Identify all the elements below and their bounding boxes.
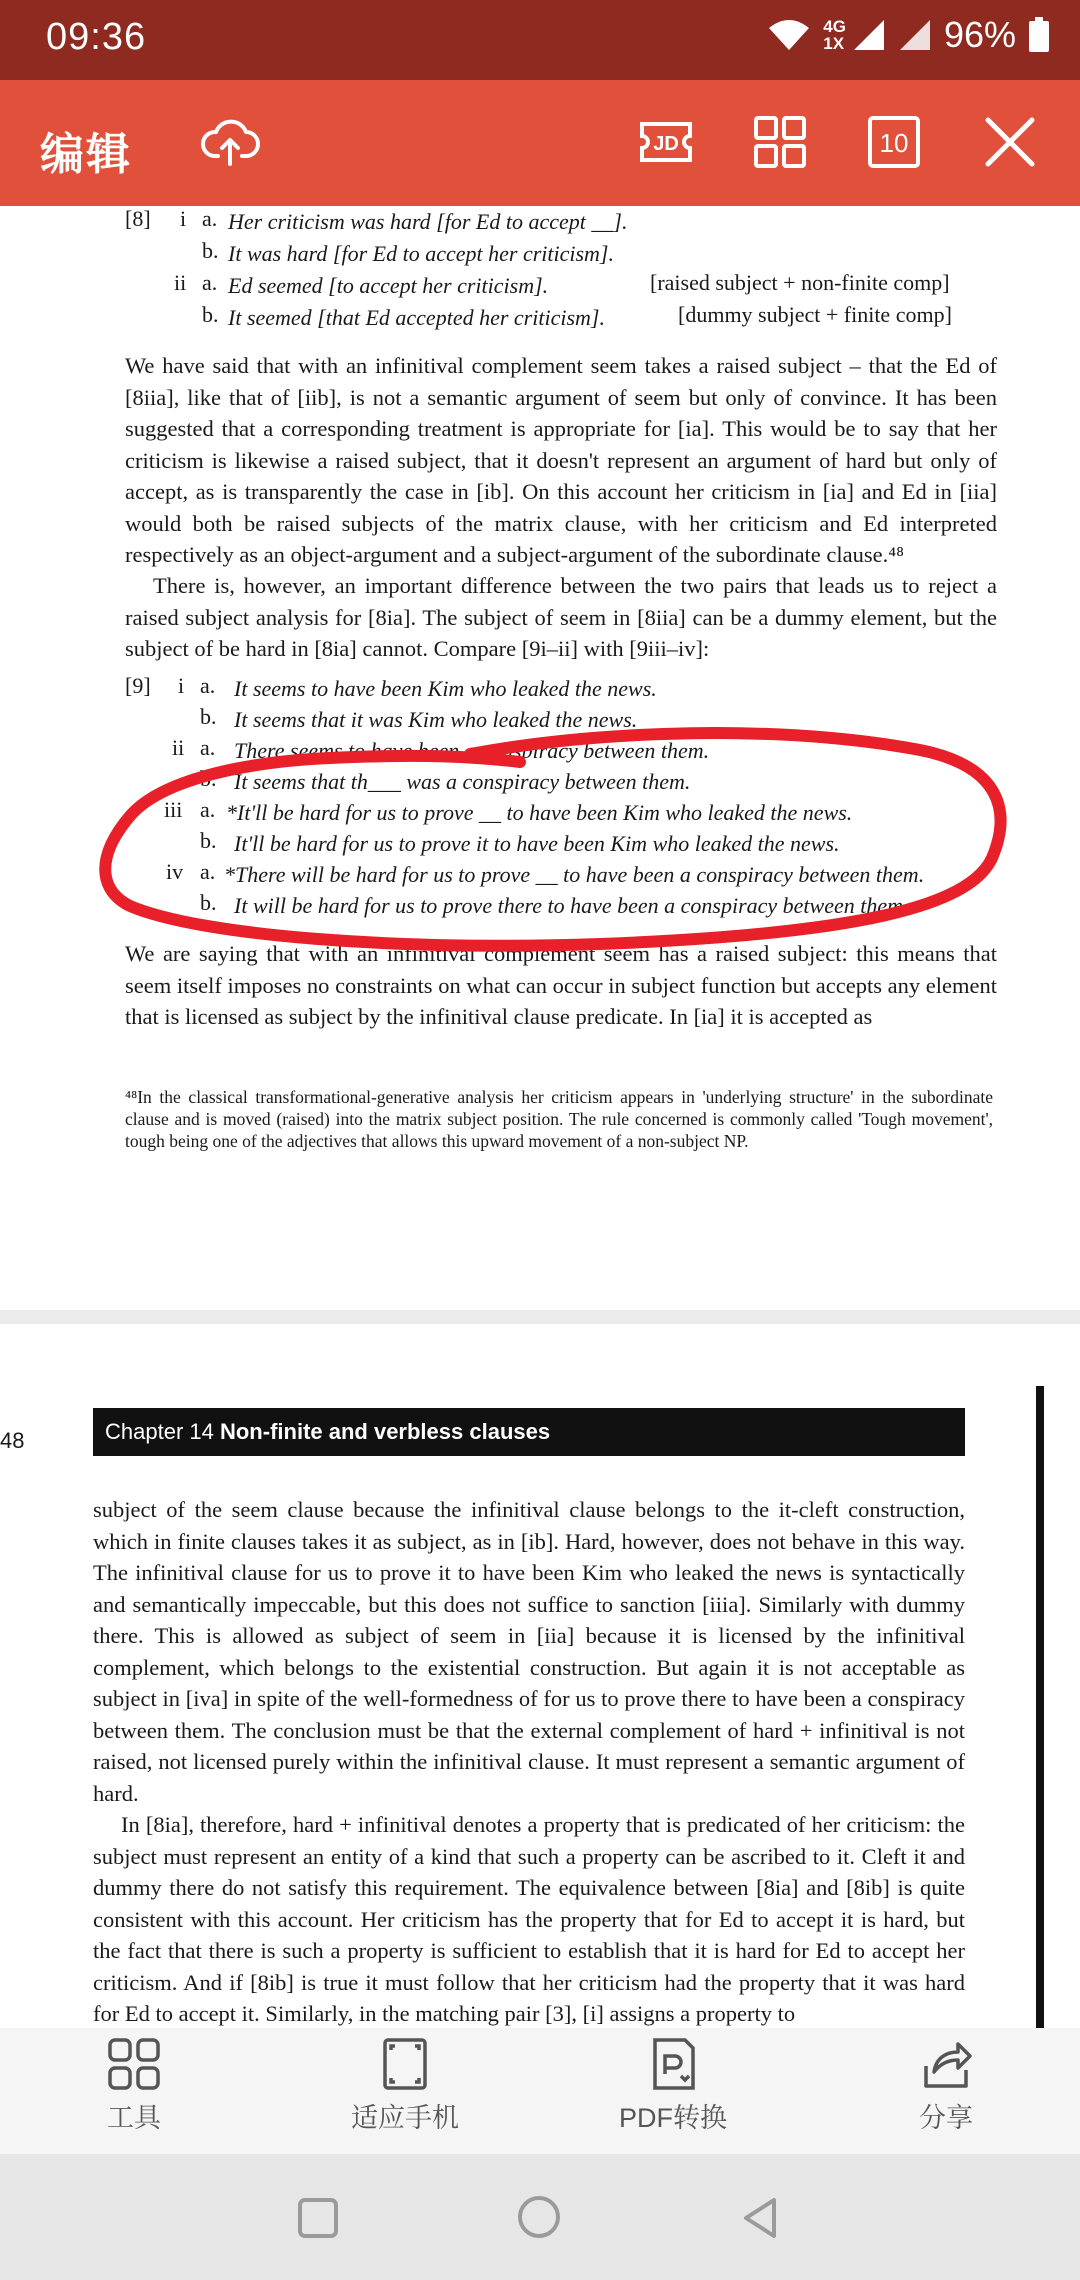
example-tag: [raised subject + non-finite comp] [650, 270, 950, 295]
example-9iiib: It'll be hard for us to prove it to have been Kim who leaked the news. [234, 831, 840, 856]
top-toolbar [0, 80, 1080, 206]
recent-apps-icon[interactable] [296, 2196, 340, 2240]
example-8iib: It seemed [that Ed accepted her criticism]. [228, 305, 605, 330]
paragraph: There is, however, an important difference between the two pairs that leads us to reject a raised subject analysis for [8ia]. The subject of seem in [8iia] can be a dummy element, but the subject of be hard in [8ia] cannot. Compare [9i–ii] with [9iii–iv]: [125, 573, 997, 661]
status-time: 09:36 [46, 16, 147, 58]
jd-icon[interactable] [636, 110, 696, 174]
example-letter: b. [202, 238, 219, 263]
page-edge-rule [1036, 1386, 1044, 2028]
fit-phone-button[interactable] [315, 2036, 495, 2135]
example-letter: a. [200, 859, 216, 884]
pdf-page [0, 206, 1080, 1310]
paragraph: We have said that with an infinitival complement seem takes a raised subject – that the Ed of [8iia], like that of [iib], is not a semantic argument of seem but only of convince. It has been suggested that a corresponding treatment is appropriate for [ia]. This would be to say that her criticism is likewise a raised subject, that it doesn't represent an argument of hard but only of accept, as is transparently the case in [ib]. On this account her criticism in [ia] and Ed in [iia] would both be raised subjects of the matrix clause, with her criticism and Ed interpreted respectively as an object-argument and a subject-argument of the subordinate clause.⁴⁸ [125, 353, 997, 567]
cloud-upload-icon[interactable] [198, 110, 262, 174]
example-letter: a. [202, 206, 218, 231]
grid-view-icon[interactable] [748, 110, 812, 174]
example-letter: b. [200, 766, 217, 791]
signal-icon [852, 18, 886, 52]
example-9iia: There seems to have been a conspiracy between them. [234, 738, 710, 763]
pdf-convert-icon [645, 2036, 701, 2092]
example-sub: iii [164, 797, 183, 822]
paragraph: In [8ia], therefore, hard + infinitival denotes a property that is predicated of her criticism: the subject must represent an entity of a kind that such a property can be ascribed to it. Cleft it and dummy there do not satisfy this requirement. The equivalence between [8ia] and [8ib] is quite consistent with this account. Her criticism has the property that for Ed to accept it is hard, but the fact that there is such a property is sufficient to establish that it is hard for Ed to accept her criticism. And if [8ib] is true it must follow that her criticism had the property that it was hard for Ed to accept it. Similarly, in the matching pair [3], [i] assigns a property to [93, 1812, 965, 2026]
example-9ib: It seems that it was Kim who leaked the news. [234, 707, 638, 732]
example-9iib: It seems that th___ was a conspiracy between them. [234, 769, 691, 794]
example-letter: a. [200, 673, 216, 698]
example-letter: a. [200, 797, 216, 822]
example-9iiia: *It'll be hard for us to prove __ to have been Kim who leaked the news. [226, 800, 853, 825]
system-nav-bar [0, 2154, 1080, 2280]
paragraph: subject of the seem clause because the infinitival clause belongs to the it-cleft construction, which in finite clauses takes it as subject, as in [ib]. Hard, however, does not behave in this way. The infinitival clause for us to prove it to have been Kim who leaked the news is syntactically and semantically impeccable, but this does not suffice to sanction [iiia]. Similarly with dummy there. This is allowed as subject of seem in [iia] because it is licensed by the infinitival complement, which belongs to the existential construction. But again it is not acceptable as subject in [iva] in spite of the well-formedness of for us to prove there to have been a conspiracy between them. The conclusion must be that the external complement of hard + infinitival is not raised, not licensed purely within the infinitival clause. It must represent a semantic argument of hard. [93, 1497, 965, 1806]
pdf-convert-button[interactable] [583, 2036, 763, 2135]
example-letter: b. [202, 302, 219, 327]
chapter-title: Non-finite and verbless clauses [219, 1419, 551, 1444]
example-letter: b. [200, 704, 217, 729]
example-8ia: Her criticism was hard [for Ed to accept __]. [228, 209, 628, 234]
example-9ivb: It will be hard for us to prove there to have been a conspiracy between them. [234, 893, 909, 918]
footnote: ⁴⁸In the classical transformational-generative analysis her criticism appears in 'underlying structure' in the subordinate clause and is moved (raised) into the matrix subject position. The rule concerned is commonly called 'Tough movement', tough being one of the adjectives that allows this upward movement of a non-subject NP. [125, 1086, 993, 1151]
example-sub: iv [166, 859, 184, 884]
tools-label: 工具 [107, 2103, 161, 2133]
example-letter: a. [202, 270, 218, 295]
example-sub: ii [174, 270, 187, 295]
example-9ia: It seems to have been Kim who leaked the news. [234, 676, 657, 701]
example-sub: ii [172, 735, 185, 760]
share-button[interactable] [856, 2036, 1036, 2135]
pdf-convert-label: PDF转换 [619, 2103, 727, 2133]
signal-icon-2 [898, 18, 932, 52]
tools-icon [106, 2036, 162, 2092]
status-bar [0, 0, 1080, 80]
example-8ib: It was hard [for Ed to accept her criticism]. [228, 241, 614, 266]
example-letter: b. [200, 828, 217, 853]
tools-button[interactable] [44, 2036, 224, 2135]
example-tag: [dummy subject + finite comp] [678, 302, 952, 327]
example-letter: b. [200, 890, 217, 915]
battery-icon [1028, 17, 1050, 53]
fit-phone-label: 适应手机 [351, 2103, 459, 2133]
battery-percent: 96% [943, 14, 1016, 55]
document-viewer[interactable] [0, 206, 1080, 2028]
close-icon[interactable] [978, 110, 1042, 174]
fit-screen-icon [377, 2036, 433, 2092]
share-label: 分享 [919, 2103, 973, 2133]
svg-text:10: 10 [879, 128, 909, 158]
home-icon[interactable] [516, 2194, 562, 2240]
edit-button[interactable]: 编辑 [40, 130, 132, 179]
example-9iva: *There will be hard for us to prove __ to have been a conspiracy between them. [224, 862, 925, 887]
example-number: [9] [125, 673, 151, 698]
svg-text:JD: JD [653, 133, 679, 155]
bottom-toolbar [0, 2028, 1080, 2154]
example-sub: i [178, 673, 185, 698]
example-8iia: Ed seemed [to accept her criticism]. [228, 273, 549, 298]
share-icon [918, 2036, 974, 2092]
page-count-icon[interactable] [862, 110, 926, 174]
page-number: 48 [0, 1428, 25, 1453]
example-letter: a. [200, 735, 216, 760]
wifi-icon [767, 18, 811, 52]
chapter-label: Chapter 14 [105, 1419, 214, 1444]
chapter-header [93, 1408, 965, 1456]
example-sub: i [180, 206, 187, 231]
network-type: 4G 1X [823, 17, 846, 53]
status-icons [767, 14, 1050, 56]
paragraph: We are saying that with an infinitival complement seem has a raised subject: this means that seem itself imposes no constraints on what can occur in subject function but accepts any element that is licensed as subject by the infinitival clause predicate. In [ia] it is accepted as [125, 941, 997, 1029]
example-number: [8] [125, 206, 151, 231]
back-icon[interactable] [738, 2196, 782, 2240]
